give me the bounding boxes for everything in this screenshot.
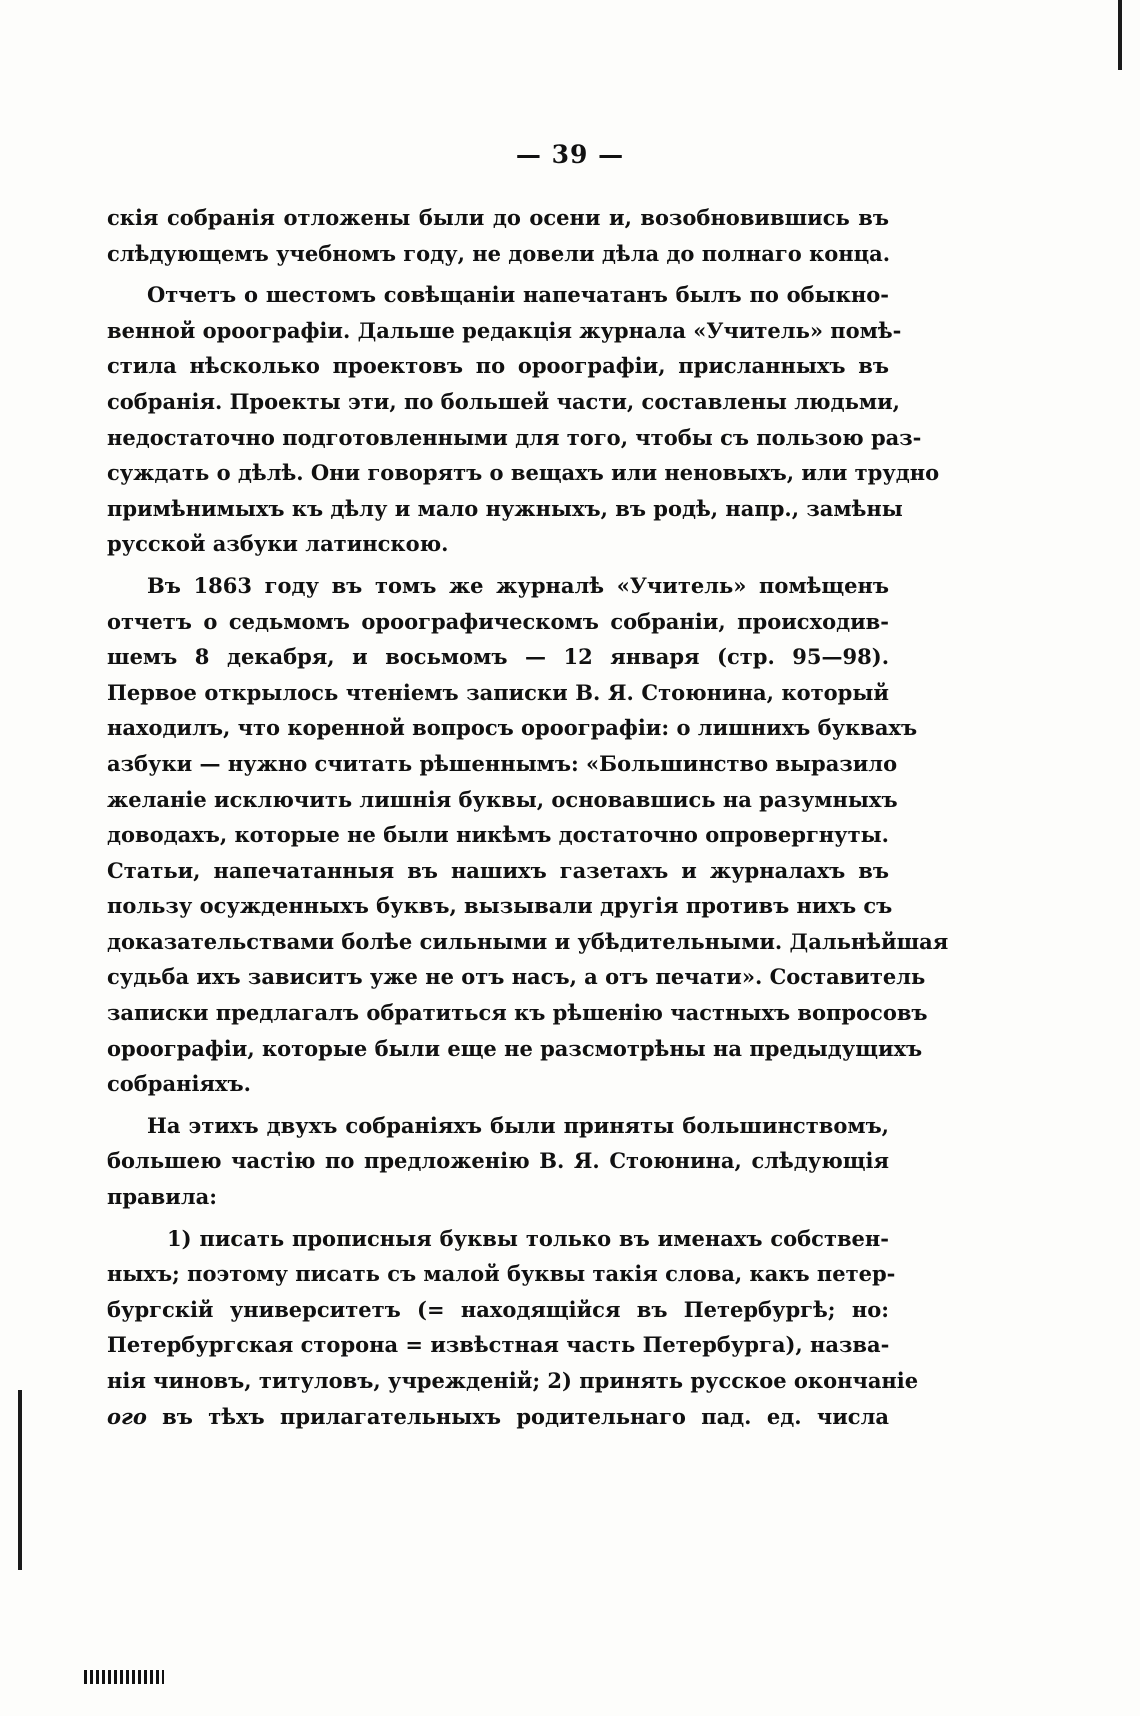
paragraph [107, 277, 940, 562]
text-line-rest: въ тѣхъ прилагательныхъ родительнаго пад. ед. числа [146, 1403, 889, 1429]
text-line: суждать о дѣлѣ. Они говорятъ о вещахъ или неновыхъ, или трудно [107, 460, 940, 486]
scan-edge-mark [1118, 0, 1122, 70]
text-line: русской азбуки латинскою. [107, 531, 449, 557]
italic-ending: ого [107, 1403, 147, 1429]
text-line: судьба ихъ зависитъ уже не отъ насъ, а отъ печати». Составитель [107, 964, 926, 990]
text-line: ороографіи, которые были еще не разсмотрѣны на предыдущихъ [107, 1035, 923, 1061]
text-line: правила: [107, 1184, 217, 1210]
text-line: венной ороографіи. Дальше редакція журнала «Учитель» помѣ- [107, 317, 902, 343]
text-line: записки предлагалъ обратиться къ рѣшенію частныхъ вопросовъ [107, 1000, 928, 1026]
paragraph [107, 200, 889, 271]
text-line: примѣнимыхъ къ дѣлу и мало нужныхъ, въ родѣ, напр., замѣны [107, 495, 903, 521]
text-line: Петербургская сторона = извѣстная часть Петербурга), назва- [107, 1332, 890, 1358]
text-line: стила нѣсколько проектовъ по ороографіи, присланныхъ въ [107, 353, 889, 379]
text-line: собраніяхъ. [107, 1071, 251, 1097]
page-number: — 39 — [515, 140, 625, 169]
text-line: шемъ 8 декабря, и восьмомъ — 12 января (стр. 95—98). [107, 644, 889, 670]
text-line: доводахъ, которые не были никѣмъ достаточно опровергнуты. [107, 822, 889, 848]
text-line: Отчетъ о шестомъ совѣщаніи напечатанъ былъ по обыкно- [147, 282, 889, 308]
text-line: азбуки — нужно считать рѣшеннымъ: «Большинство выразило [107, 750, 898, 776]
paragraph [107, 1221, 919, 1435]
text-line: ныхъ; поэтому писать съ малой буквы такія слова, какъ петер- [107, 1261, 896, 1287]
text-line: нія чиновъ, титуловъ, учрежденій; 2) принять русское окончаніе [107, 1368, 919, 1393]
text-line: большею частію по предложенію В. Я. Стоюнина, слѣдующія [107, 1148, 889, 1174]
text-line: скія собранія отложены были до осени и, возобновившись въ [107, 205, 889, 230]
scan-artifact [84, 1670, 164, 1684]
text-line [107, 1399, 889, 1435]
text-line: Въ 1863 году въ томъ же журналѣ «Учитель» помѣщенъ [147, 572, 889, 598]
text-line: находилъ, что коренной вопросъ ороографіи: о лишнихъ буквахъ [107, 715, 918, 741]
text-line: отчетъ о седьмомъ ороографическомъ собраніи, происходив- [107, 608, 889, 634]
text-line: 1) писать прописныя буквы только въ именахъ собствен- [167, 1225, 889, 1251]
paragraph [107, 1108, 889, 1215]
text-line: Первое открылось чтеніемъ записки В. Я. Стоюнина, который [107, 679, 889, 705]
paragraph [107, 568, 949, 1102]
text-line: На этихъ двухъ собраніяхъ были приняты большинствомъ, [147, 1112, 889, 1138]
text-line: бургскій университетъ (= находящійся въ Петербургѣ; но: [107, 1296, 889, 1322]
text-line: желаніе исключить лишнія буквы, основавшись на разумныхъ [107, 786, 898, 812]
text-line: доказательствами болѣе сильными и убѣдительными. Дальнѣйшая [107, 928, 949, 954]
text-line: слѣдующемъ учебномъ году, не довели дѣла до полнаго конца. [107, 240, 891, 266]
text-line: собранія. Проекты эти, по большей части, составлены людьми, [107, 388, 900, 414]
text-line: недостаточно подготовленными для того, чтобы съ пользою раз- [107, 424, 922, 450]
text-line: Статьи, напечатанныя въ нашихъ газетахъ и журналахъ въ [107, 857, 889, 883]
scan-edge-mark [18, 1390, 22, 1570]
body-text [107, 200, 949, 1434]
text-line: пользу осужденныхъ буквъ, вызывали другія противъ нихъ съ [107, 893, 893, 919]
